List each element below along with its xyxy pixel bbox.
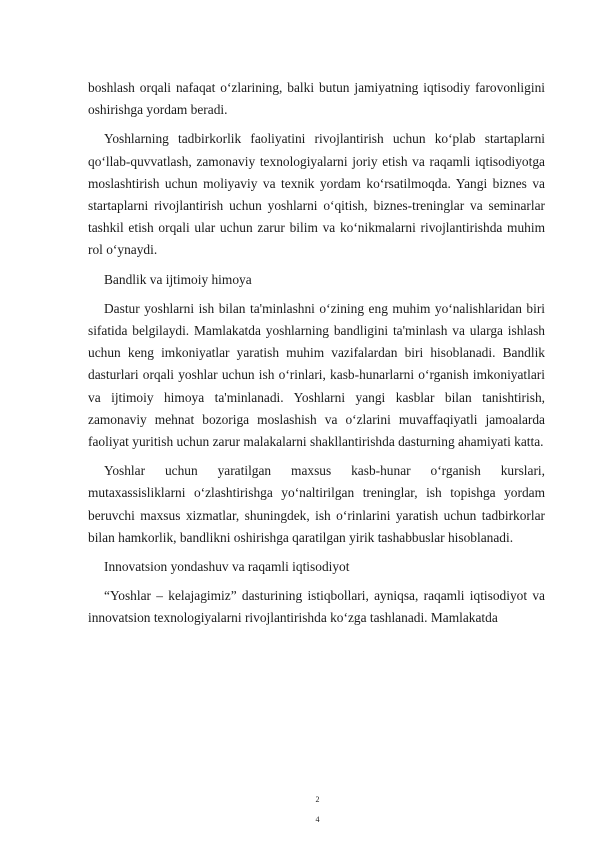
document-body	[88, 77, 545, 637]
paragraph-employment-programs: Dastur yoshlarni ish bilan ta'minlashni o‘zining eng muhim yo‘nalishlaridan biri sifatida belgilaydi. Mamlakatda yoshlarning bandligini ta'minlash va ularga ishlash uchun keng imkoniyatlar yaratish muhim vazifalardan biri hisoblanadi. Bandlik dasturlari orqali yoshlar uchun ish o‘rinlari, kasb-hunarlarni o‘rganish imkoniyatlari va ijtimoiy himoya ta'minlanadi. Yoshlarni yangi kasblar bilan tanishtirish, zamonaviy mehnat bozoriga moslashish va o‘zlarini muvaffaqiyatli jamoalarda faoliyat yuritish uchun zarur malakalarni shakllantirishda dasturning ahamiyati katta.	[88, 300, 545, 450]
section-heading-employment: Bandlik va ijtimoiy himoya	[104, 271, 252, 287]
paragraph-youth-entrepreneurship: Yoshlarning tadbirkorlik faoliyatini rivojlantirish uchun ko‘plab startaplarni qo‘llab-quvvatlash, zamonaviy texnologiyalarni joriy etish va raqamli iqtisodiyotga moslashtirish uchun moliyaviy va texnik yordam ko‘rsatilmoqda. Yangi biznes va startaplarni rivojlantirish uchun yoshlarni o‘qitish, biznes-treninglar va seminarlar tashkil etish orqali ular uchun zarur bilim va ko‘nikmalarni rivojlantirishda muhim rol o‘ynaydi.	[88, 131, 545, 258]
page-number-digit-1: 2	[315, 795, 320, 804]
section-heading-innovation: Innovatsion yondashuv va raqamli iqtisodiyot	[104, 559, 350, 575]
page-number-digit-2: 4	[315, 815, 320, 824]
paragraph-intro-continuation: boshlash orqali nafaqat o‘zlarining, balki butun jamiyatning iqtisodiy farovonligini oshirishga yordam beradi.	[88, 80, 545, 118]
paragraph-innovation-intro: “Yoshlar – kelajagimiz” dasturining istiqbollari, ayniqsa, raqamli iqtisodiyot va innovatsion texnologiyalarni rivojlantirishda ko‘zga tashlanadi. Mamlakatda	[88, 588, 545, 626]
paragraph-vocational-courses: Yoshlar uchun yaratilgan maxsus kasb-hunar o‘rganish kurslari, mutaxassisliklarni o‘zlashtirishga yo‘naltirilgan treninglar, ish topishga yordam beruvchi maxsus xizmatlar, shuningdek, ish o‘rinlarini yaratish uchun tadbirkorlar bilan hamkorlik, bandlikni oshirishga qaratilgan yirik tashabbuslar hisoblanadi.	[88, 463, 545, 545]
